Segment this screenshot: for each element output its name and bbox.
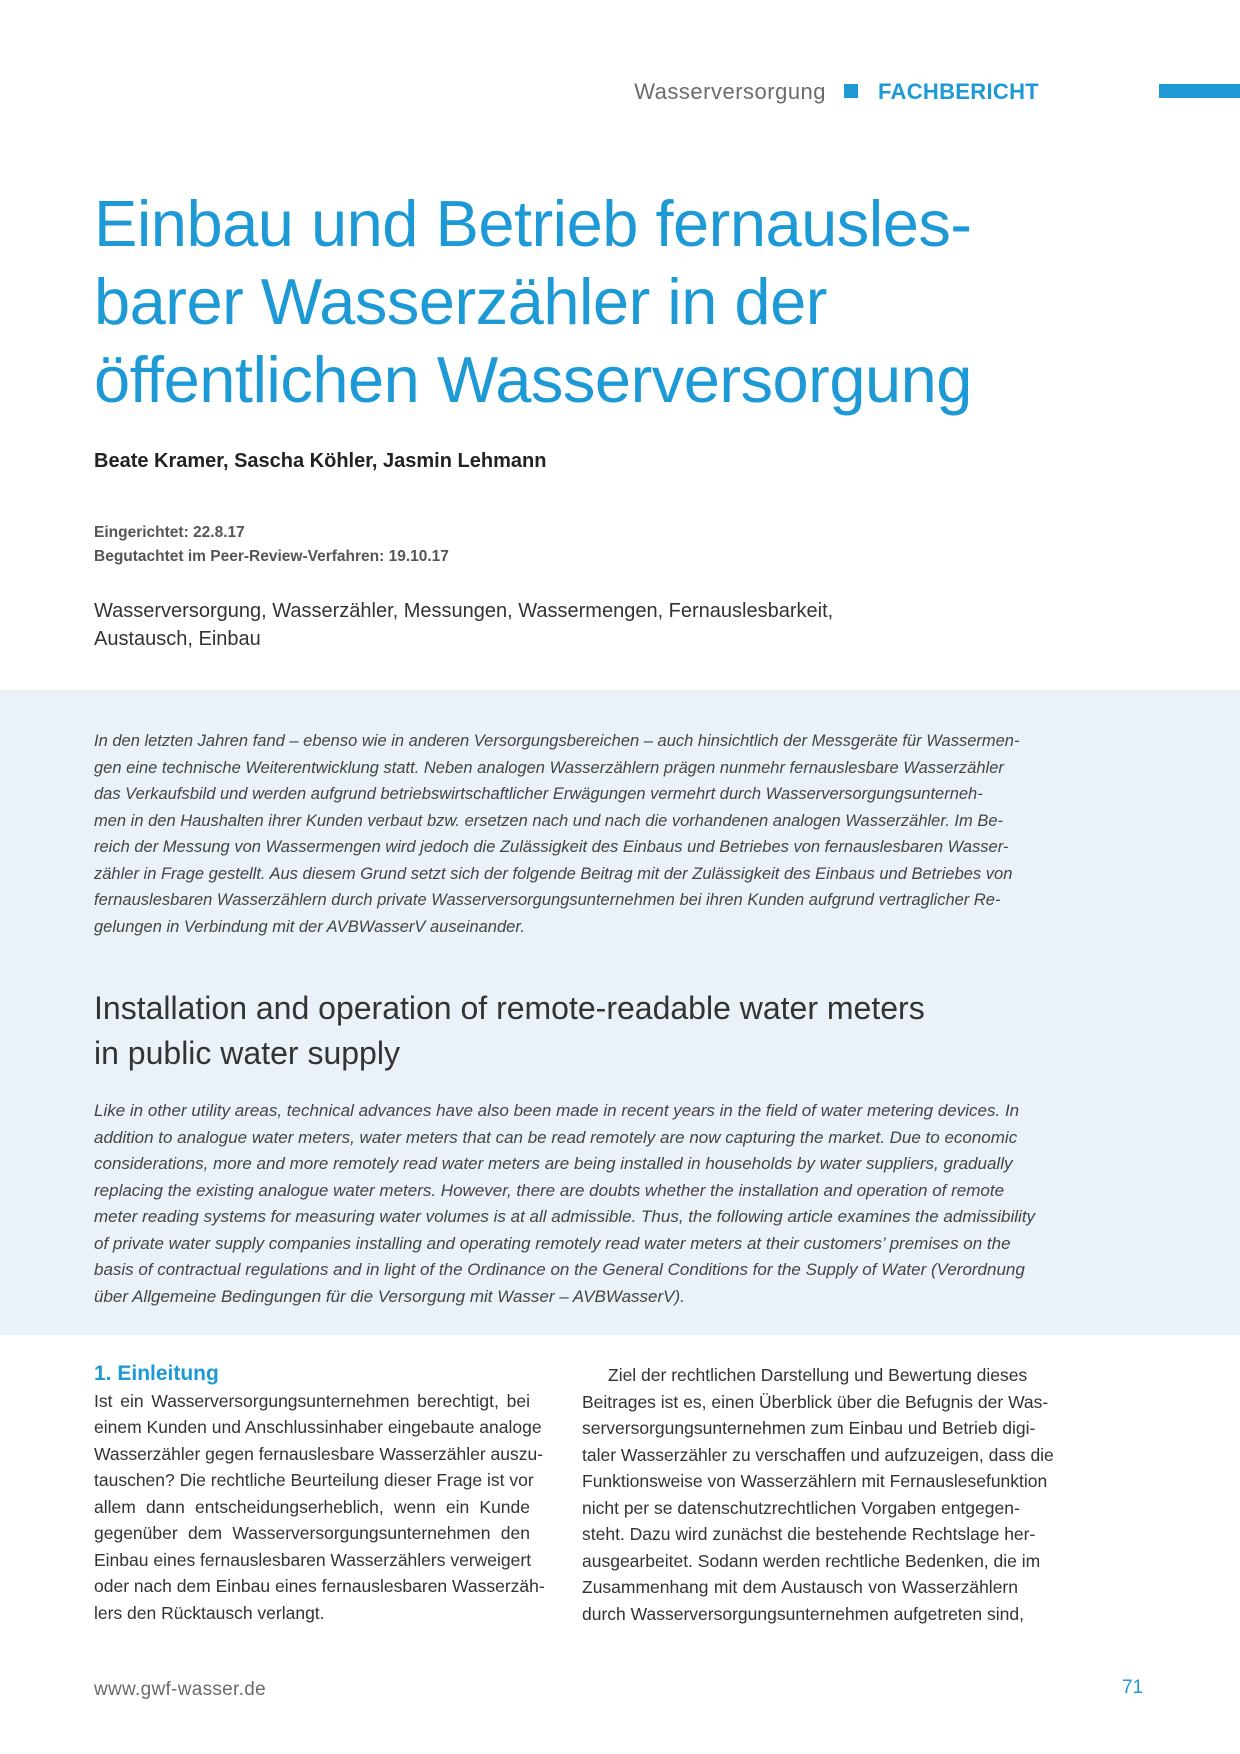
abstract-english-line: considerations, more and more remotely read water meters are being installed in households by water suppliers, gradually	[94, 1154, 1013, 1173]
body-line: einem Kunden und Anschlussinhaber eingebaute analoge	[94, 1417, 542, 1437]
header-accent-bar	[1159, 84, 1240, 98]
body-line: Ziel der rechtlichen Darstellung und Bewertung dieses	[608, 1365, 1028, 1385]
page-number: 71	[1122, 1677, 1144, 1698]
keywords	[94, 597, 994, 653]
running-head-article-type: FACHBERICHT	[878, 79, 1039, 104]
abstract-german-line: gen eine technische Weiterentwicklung statt. Neben analogen Wasserzählern prägen nunmehr fernauslesbare Wasserzähler	[94, 758, 1004, 777]
abstract-english-line: basis of contractual regulations and in light of the Ordinance on the General Conditions for the Supply of Water (Verordnung	[94, 1260, 1025, 1279]
abstract-english-line: addition to analogue water meters, water meters that can be read remotely are now capturing the market. Due to economic	[94, 1127, 1018, 1147]
abstract-german-line: fernauslesbaren Wasserzählern durch private Wasserversorgungsunternehmen bei ihren Kunden aufgrund vertraglicher Re-	[94, 891, 1001, 909]
reviewed-date: Begutachtet im Peer-Review-Verfahren: 19.10.17	[94, 548, 449, 565]
abstract-english-line: meter reading systems for measuring water volumes is at all admissible. Thus, the following article examines the admissibility	[94, 1207, 1036, 1226]
body-line: ausgearbeitet. Sodann werden rechtliche Bedenken, die im	[582, 1550, 1041, 1571]
english-title-line: in public water supply	[94, 1035, 400, 1071]
publication-dates	[94, 521, 449, 569]
english-title	[94, 986, 1054, 1076]
body-line: steht. Dazu wird zunächst die bestehende Rechtslage her-	[582, 1524, 1036, 1544]
abstract-english	[94, 1098, 1040, 1310]
abstract-english-line: replacing the existing analogue water meters. However, there are doubts whether the installation and operation of remote	[94, 1180, 1005, 1200]
abstract-german-line: men in den Haushalten ihrer Kunden verbaut bzw. ersetzen nach und nach die vorhandenen analogen Wasserzähler. Im Be-	[94, 811, 1003, 830]
abstract-german-line: das Verkaufsbild und werden aufgrund betriebswirtschaftlicher Erwägungen vermehrt durch Wasserversorgungsunterneh-	[94, 785, 983, 803]
authors: Beate Kramer, Sascha Köhler, Jasmin Lehmann	[94, 450, 547, 472]
body-line: durch Wasserversorgungsunternehmen aufgetreten sind,	[582, 1603, 1024, 1624]
running-head	[634, 78, 1039, 106]
article-title-line: öffentlichen Wasserversorgung	[94, 343, 972, 416]
keywords-line: Wasserversorgung, Wasserzähler, Messungen, Wassermengen, Fernauslesbarkeit,	[94, 600, 834, 622]
body-column-left	[94, 1361, 545, 1626]
article-title-line: barer Wasserzähler in der	[94, 265, 827, 338]
section-heading: 1. Einleitung	[94, 1362, 219, 1385]
body-line: Ist ein Wasserversorgungsunternehmen berechtigt, bei	[94, 1390, 530, 1411]
footer-url: www.gwf-wasser.de	[94, 1679, 266, 1700]
body-line: allem dann entscheidungserheblich, wenn ein Kunde	[94, 1496, 530, 1517]
square-bullet-icon	[844, 84, 858, 98]
english-title-line: Installation and operation of remote-readable water meters	[94, 990, 925, 1026]
running-head-section: Wasserversorgung	[634, 79, 827, 104]
abstract-english-line: über Allgemeine Bedingungen für die Versorgung mit Wasser – AVBWasserV).	[94, 1286, 685, 1306]
body-line: nicht per se datenschutzrechtlichen Vorgaben entgegen-	[582, 1497, 1020, 1518]
body-line: serversorgungsunternehmen zum Einbau und Betrieb digi-	[582, 1418, 1036, 1438]
body-line: tauschen? Die rechtliche Beurteilung dieser Frage ist vor	[94, 1470, 534, 1490]
abstract-german-line: In den letzten Jahren fand – ebenso wie in anderen Versorgungsbereichen – auch hinsichtlich der Messgeräte für Wassermen-	[94, 732, 1020, 750]
body-line: oder nach dem Einbau eines fernauslesbaren Wasserzäh-	[94, 1576, 545, 1596]
body-line: Funktionsweise von Wasserzählern mit Fernauslesefunktion	[582, 1471, 1048, 1491]
abstract-english-line: Like in other utility areas, technical advances have also been made in recent years in the field of water metering devices. In	[94, 1101, 1020, 1120]
body-line: gegenüber dem Wasserversorgungsunternehmen den	[94, 1523, 530, 1543]
body-line: Beitrages ist es, einen Überblick über die Befugnis der Was-	[582, 1391, 1049, 1412]
abstract-english-line: of private water supply companies installing and operating remotely read water meters at their customers’ premises on the	[94, 1233, 1011, 1253]
abstract-german-line: zähler in Frage gestellt. Aus diesem Grund setzt sich der folgende Beitrag mit der Zulässigkeit des Einbaus und Betriebes von	[94, 864, 1013, 883]
abstract-german-line: reich der Messung von Wassermengen wird jedoch die Zulässigkeit des Einbaus und Betriebes von fernauslesbaren Wasser-	[94, 838, 1009, 856]
article-title	[94, 185, 1054, 419]
keywords-line: Austausch, Einbau	[94, 628, 261, 650]
submitted-date: Eingerichtet: 22.8.17	[94, 524, 245, 541]
body-line: Zusammenhang mit dem Austausch von Wasserzählern	[582, 1577, 1018, 1597]
abstract-german-line: gelungen in Verbindung mit der AVBWasserV auseinander.	[94, 917, 525, 936]
body-line: lers den Rücktausch verlangt.	[94, 1602, 325, 1623]
body-line: taler Wasserzähler zu verschaffen und aufzuzeigen, dass die	[582, 1444, 1054, 1465]
body-line: Einbau eines fernauslesbaren Wasserzählers verweigert	[94, 1549, 532, 1570]
body-column-right	[582, 1362, 1054, 1627]
body-line: Wasserzähler gegen fernauslesbare Wasserzähler auszu-	[94, 1443, 544, 1464]
article-title-line: Einbau und Betrieb fernausles-	[94, 187, 972, 260]
abstract-german	[94, 728, 1040, 940]
